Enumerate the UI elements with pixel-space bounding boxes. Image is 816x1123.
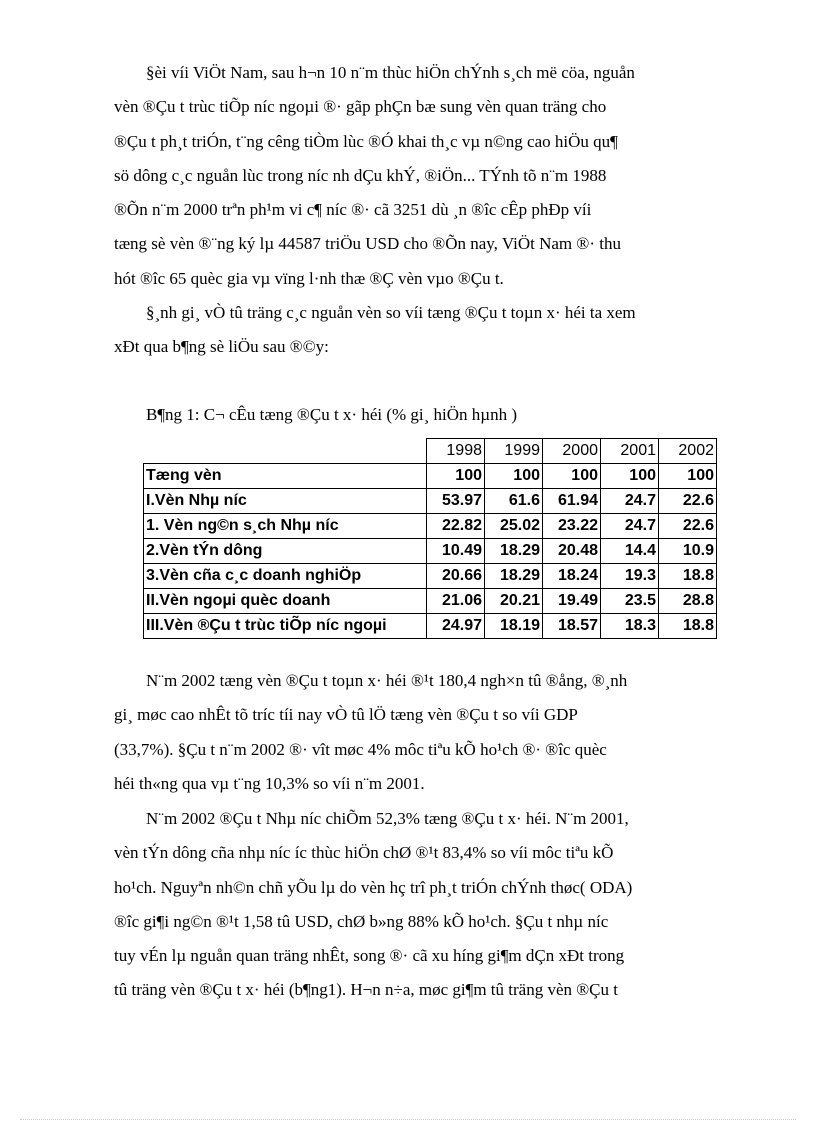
- header-year-1998: 1998: [427, 439, 485, 464]
- table-cell: 24.7: [601, 514, 659, 539]
- paragraph-2002-investment: [114, 664, 698, 801]
- row-label: II.Vèn ngoµi quèc doanh: [144, 589, 427, 614]
- table-cell: 22.82: [427, 514, 485, 539]
- header-year-2001: 2001: [601, 439, 659, 464]
- table-row: [144, 589, 717, 614]
- table-cell: 100: [485, 464, 543, 489]
- table-cell: 22.6: [659, 489, 717, 514]
- text-line: N¨m 2002 tæng vèn ®Çu t toµn x· héi ®¹t 180,4 ngh×n tû ®ång, ®¸nh: [146, 671, 628, 690]
- row-label: 2.Vèn tÝn dông: [144, 539, 427, 564]
- table-cell: 100: [601, 464, 659, 489]
- table-row: [144, 539, 717, 564]
- table-cell: 19.49: [543, 589, 601, 614]
- table-cell: 18.57: [543, 614, 601, 639]
- table-cell: 18.24: [543, 564, 601, 589]
- table-row: [144, 489, 717, 514]
- table-cell: 21.06: [427, 589, 485, 614]
- investment-structure-table: [143, 438, 717, 639]
- table-cell: 23.22: [543, 514, 601, 539]
- header-year-2002: 2002: [659, 439, 717, 464]
- table-cell: 23.5: [601, 589, 659, 614]
- table-cell: 24.97: [427, 614, 485, 639]
- table-cell: 53.97: [427, 489, 485, 514]
- text-line: ®îc gi¶i ng©n ®¹t 1,58 tû USD, chØ b»ng 88% kÕ ho¹ch. §Çu t nhµ níc: [114, 911, 609, 931]
- header-year-2000: 2000: [543, 439, 601, 464]
- table-cell: 20.66: [427, 564, 485, 589]
- row-label: Tæng vèn: [144, 464, 427, 489]
- table-cell: 28.8: [659, 589, 717, 614]
- table-cell: 10.49: [427, 539, 485, 564]
- paragraph-fdi-overview: [114, 56, 698, 296]
- table-caption: B¶ng 1: C¬ cÊu tæng ®Çu t x· héi (% gi¸ hiÖn hµnh ): [146, 405, 518, 424]
- table-cell: 19.3: [601, 564, 659, 589]
- text-line: ®Õn n¨m 2000 trªn ph¹m vi c¶ níc ®· cã 3251 dù ¸n ®îc cÊp phÐp víi: [114, 200, 592, 220]
- table-cell: 18.3: [601, 614, 659, 639]
- table-cell: 18.29: [485, 539, 543, 564]
- table-cell: 18.8: [659, 614, 717, 639]
- table-cell: 18.29: [485, 564, 543, 589]
- text-line: vèn ®Çu t trùc tiÕp níc ngoµi ®· gãp phÇn bæ sung vèn quan träng cho: [114, 97, 607, 117]
- table-cell: 24.7: [601, 489, 659, 514]
- table-header-row: [144, 439, 717, 464]
- text-line: (33,7%). §Çu t n¨m 2002 ®· vît møc 4% môc tiªu kÕ ho¹ch ®· ®îc quèc: [114, 739, 607, 759]
- text-line: héi th«ng qua vµ t¨ng 10,3% so víi n¨m 2001.: [114, 773, 425, 793]
- table-cell: 18.8: [659, 564, 717, 589]
- table-row: [144, 564, 717, 589]
- table-cell: 61.6: [485, 489, 543, 514]
- header-empty-cell: [144, 439, 427, 464]
- text-line: tæng sè vèn ®¨ng ký lµ 44587 triÖu USD cho ®Õn nay, ViÖt Nam ®· thu: [114, 234, 621, 254]
- text-line: vèn tÝn dông cña nhµ níc íc thùc hiÖn chØ ®¹t 83,4% so víi môc tiªu kÕ: [114, 843, 614, 863]
- row-label: III.Vèn ®Çu t trùc tiÕp níc ngoµi: [144, 614, 427, 639]
- text-line: N¨m 2002 ®Çu t Nhµ níc chiÕm 52,3% tæng ®Çu t x· héi. N¨m 2001,: [146, 809, 629, 828]
- table-cell: 100: [543, 464, 601, 489]
- table-row: [144, 514, 717, 539]
- text-line: tuy vÉn lµ nguån quan träng nhÊt, song ®· cã xu híng gi¶m dÇn xÐt trong: [114, 946, 625, 966]
- table-cell: 14.4: [601, 539, 659, 564]
- header-year-1999: 1999: [485, 439, 543, 464]
- text-line: tû träng vèn ®Çu t x· héi (b¶ng1). H¬n n÷a, møc gi¶m tû träng vèn ®Çu t: [114, 980, 618, 1000]
- table-row: [144, 464, 717, 489]
- row-label: 1. Vèn ng©n s¸ch Nhµ níc: [144, 514, 427, 539]
- table-row: [144, 614, 717, 639]
- table-cell: 25.02: [485, 514, 543, 539]
- paragraph-state-investment: [114, 802, 698, 1008]
- page-bottom-divider: [20, 1119, 796, 1120]
- text-line: hót ®îc 65 quèc gia vµ vïng l·nh thæ ®Ç vèn vµo ®Çu t.: [114, 268, 504, 288]
- text-line: §¸nh gi¸ vÒ tû träng c¸c nguån vèn so víi tæng ®Çu t toµn x· héi ta xem: [146, 303, 636, 322]
- paragraph-table-intro: [114, 296, 698, 365]
- text-line: gi¸ møc cao nhÊt tõ tríc tíi nay vÒ tû lÖ tæng vèn ®Çu t so víi GDP: [114, 705, 578, 725]
- row-label: 3.Vèn cña c¸c doanh nghiÖp: [144, 564, 427, 589]
- table-cell: 100: [427, 464, 485, 489]
- table-cell: 18.19: [485, 614, 543, 639]
- text-line: ®Çu t ph¸t triÓn, t¨ng cêng tiÒm lùc ®Ó khai th¸c vµ n©ng cao hiÖu qu¶: [114, 131, 618, 151]
- text-line: xÐt qua b¶ng sè liÖu sau ®©y:: [114, 337, 329, 357]
- row-label: I.Vèn Nhµ níc: [144, 489, 427, 514]
- text-line: sö dông c¸c nguån lùc trong níc nh dÇu khÝ, ®iÖn... TÝnh tõ n¨m 1988: [114, 165, 607, 185]
- table-cell: 100: [659, 464, 717, 489]
- text-line: ho¹ch. Nguyªn nh©n chñ yÕu lµ do vèn hç trî ph¸t triÓn chÝnh thøc( ODA): [114, 877, 633, 897]
- table-cell: 20.48: [543, 539, 601, 564]
- table-cell: 61.94: [543, 489, 601, 514]
- table-cell: 22.6: [659, 514, 717, 539]
- table-cell: 10.9: [659, 539, 717, 564]
- text-line: §èi víi ViÖt Nam, sau h¬n 10 n¨m thùc hiÖn chÝnh s¸ch më cöa, nguån: [146, 63, 635, 82]
- table-cell: 20.21: [485, 589, 543, 614]
